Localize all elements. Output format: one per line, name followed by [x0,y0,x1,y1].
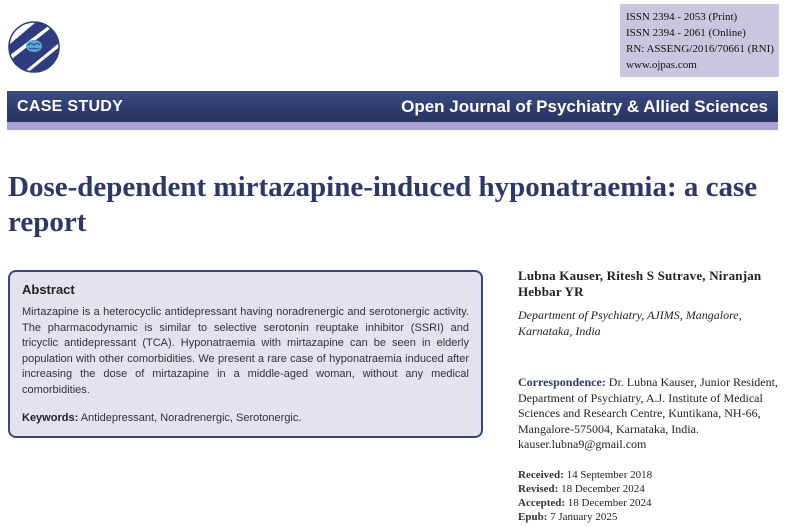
journal-brain-logo-icon [7,20,61,74]
correspondence [518,375,780,453]
abstract-text: Mirtazapine is a heterocyclic antidepressant having noradrenergic and serotonergic activity. The pharmacodynamic is similar to selective serotonin reuptake inhibitor (SSRI) and tricyclic antidepressant (TCA). Hyponatraemia with mirtazapine can be seen in elderly population with other comorbidities. We present a rare case of hyponatraemia induced after increasing the dose of mirtazapine in a middle-aged woman, without any medical comorbidities. [22,306,469,396]
journal-banner [7,91,778,122]
banner-accent-strip [7,122,778,130]
date-received: Received: 14 September 2018 [518,469,653,481]
author-affiliation: Department of Psychiatry, AJIMS, Mangalore, Karnataka, India [518,308,742,338]
registration-number: RN: ASSENG/2016/70661 (RNI) [626,43,774,55]
correspondence-label: Correspondence: [518,375,606,389]
journal-name: Open Journal of Psychiatry & Allied Sciences [401,97,768,116]
abstract-heading: Abstract [22,282,75,297]
section-label: CASE STUDY [17,98,124,115]
article-title: Dose-dependent mirtazapine-induced hyponatraemia: a case report [8,171,758,238]
journal-website[interactable]: www.ojpas.com [626,59,697,71]
issn-print: ISSN 2394 - 2053 (Print) [626,11,738,23]
date-epub: Epub: 7 January 2025 [518,511,618,523]
author-list: Lubna Kauser, Ritesh S Sutrave, Niranjan Hebbar YR [518,268,762,299]
keywords [22,412,469,424]
article-dates [518,468,780,524]
abstract-box [8,270,483,438]
date-accepted: Accepted: 18 December 2024 [518,497,652,509]
keywords-list: Antidepressant, Noradrenergic, Serotonergic. [80,412,302,424]
issn-info-box [620,4,779,77]
issn-online: ISSN 2394 - 2061 (Online) [626,27,746,39]
date-revised: Revised: 18 December 2024 [518,483,645,495]
keywords-label: Keywords: [22,412,79,424]
correspondence-text: Dr. Lubna Kauser, Junior Resident, Department of Psychiatry, A.J. Institute of Medical Sciences and Research Centre, Kuntikana, NH-66, Mangalore-575004, Karnataka, India. kauser.lubna9@gmail.com [518,375,778,451]
